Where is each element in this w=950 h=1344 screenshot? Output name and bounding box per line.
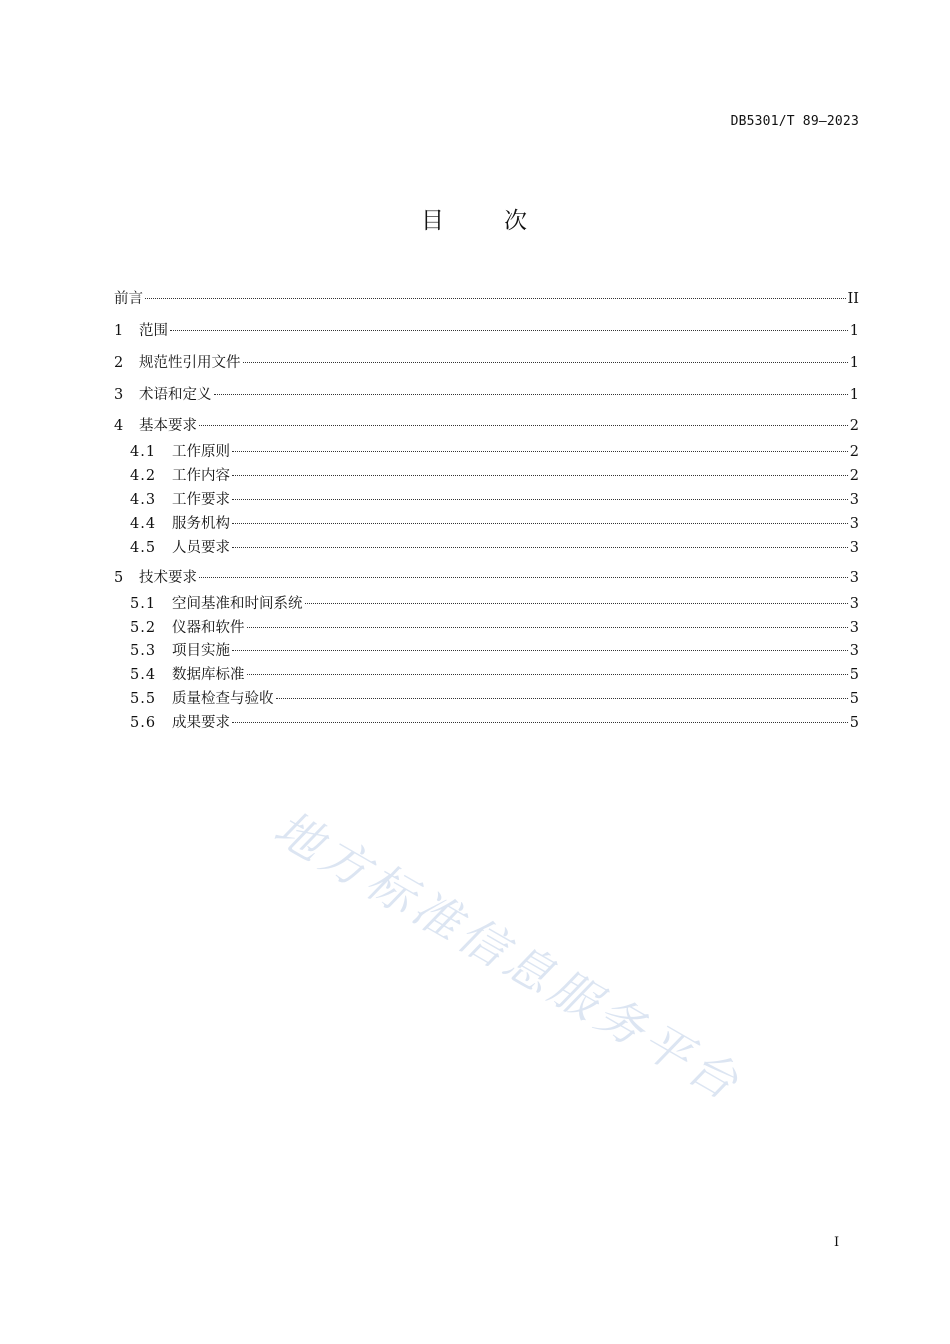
toc-entry-page: 1 <box>849 387 859 403</box>
toc-entry-title: 质量检查与验收 <box>172 691 274 707</box>
toc-entry-page: 3 <box>849 516 859 532</box>
toc-entry-page: II <box>847 291 859 307</box>
toc-entry-2[interactable] <box>114 353 859 373</box>
toc-entry-number: 3 <box>114 387 124 403</box>
toc-entry-5-1[interactable] <box>130 594 859 614</box>
toc-entry-number: 4 <box>114 418 124 434</box>
toc-entry-number: 5.1 <box>130 596 157 612</box>
toc-entry-title: 空间基准和时间系统 <box>172 596 303 612</box>
title-char-1: 目 <box>421 208 446 234</box>
toc-entry-number: 2 <box>114 355 124 371</box>
toc-entry-page: 2 <box>849 444 859 460</box>
toc-entry-title: 术语和定义 <box>139 387 212 403</box>
toc-entry-number: 4.2 <box>130 468 157 484</box>
dot-leader <box>232 650 848 651</box>
toc-entry-number: 4.4 <box>130 516 157 532</box>
toc-entry-4-3[interactable] <box>130 490 859 510</box>
dot-leader <box>232 475 848 476</box>
toc-entry-title: 仪器和软件 <box>172 620 245 636</box>
dot-leader <box>243 362 848 363</box>
toc-entry-page: 2 <box>849 418 859 434</box>
toc-entry-5-2[interactable] <box>130 618 859 638</box>
dot-leader <box>232 451 848 452</box>
document-code: DB5301/T 89—2023 <box>730 114 859 129</box>
dot-leader <box>214 394 848 395</box>
toc-entry-page: 5 <box>849 691 859 707</box>
toc-entry-title: 前言 <box>114 291 143 307</box>
toc-entry-number: 5.4 <box>130 667 157 683</box>
dot-leader <box>232 722 848 723</box>
toc-entry-number: 4.3 <box>130 492 157 508</box>
toc-entry-page: 3 <box>849 492 859 508</box>
toc-entry-number: 5 <box>114 570 124 586</box>
toc-entry-4[interactable] <box>114 416 859 436</box>
toc-entry-title: 项目实施 <box>172 643 230 659</box>
toc-entry-foreword[interactable] <box>114 289 859 309</box>
toc-entry-page: 3 <box>849 643 859 659</box>
toc-entry-title: 成果要求 <box>172 715 230 731</box>
toc-entry-page: 1 <box>849 323 859 339</box>
watermark: 地方标准信息服务平台 <box>264 800 752 1114</box>
toc-entry-4-4[interactable] <box>130 514 859 534</box>
toc-entry-number: 4.5 <box>130 540 157 556</box>
toc-entry-page: 2 <box>849 468 859 484</box>
toc-entry-number: 5.2 <box>130 620 157 636</box>
dot-leader <box>232 523 848 524</box>
toc-entry-5-5[interactable] <box>130 689 859 709</box>
toc-entry-page: 3 <box>849 540 859 556</box>
toc-entry-5-3[interactable] <box>130 641 859 661</box>
title-char-2: 次 <box>504 208 529 234</box>
toc-entry-1[interactable] <box>114 321 859 341</box>
toc-entry-3[interactable] <box>114 385 859 405</box>
toc-entry-page: 1 <box>849 355 859 371</box>
page-number: I <box>834 1235 840 1250</box>
dot-leader <box>145 298 846 299</box>
toc-entry-title: 人员要求 <box>172 540 230 556</box>
dot-leader <box>199 425 848 426</box>
toc-entry-title: 工作内容 <box>172 468 230 484</box>
toc-entry-page: 3 <box>849 620 859 636</box>
toc-entry-number: 5.5 <box>130 691 157 707</box>
toc-entry-4-1[interactable] <box>130 442 859 462</box>
toc-entry-5-6[interactable] <box>130 713 859 733</box>
toc-entry-page: 5 <box>849 715 859 731</box>
toc-entry-number: 5.3 <box>130 643 157 659</box>
toc-entry-title: 工作要求 <box>172 492 230 508</box>
toc-entry-page: 5 <box>849 667 859 683</box>
toc-entry-5-4[interactable] <box>130 665 859 685</box>
toc-entry-title: 技术要求 <box>139 570 197 586</box>
toc-entry-page: 3 <box>849 596 859 612</box>
dot-leader <box>199 577 848 578</box>
toc-entry-page: 3 <box>849 570 859 586</box>
dot-leader <box>305 603 848 604</box>
toc-entry-4-2[interactable] <box>130 466 859 486</box>
toc-entry-4-5[interactable] <box>130 538 859 558</box>
dot-leader <box>247 627 848 628</box>
toc-entry-title: 规范性引用文件 <box>139 355 241 371</box>
toc-entry-title: 工作原则 <box>172 444 230 460</box>
toc-entry-number: 1 <box>114 323 124 339</box>
toc-entry-title: 范围 <box>139 323 168 339</box>
toc-entry-number: 5.6 <box>130 715 157 731</box>
toc-entry-5[interactable] <box>114 568 859 588</box>
toc-entry-number: 4.1 <box>130 444 157 460</box>
toc-entry-title: 服务机构 <box>172 516 230 532</box>
dot-leader <box>232 499 848 500</box>
dot-leader <box>232 547 848 548</box>
toc-entry-title: 基本要求 <box>139 418 197 434</box>
dot-leader <box>276 698 848 699</box>
dot-leader <box>247 674 848 675</box>
toc-entry-title: 数据库标准 <box>172 667 245 683</box>
dot-leader <box>170 330 848 331</box>
